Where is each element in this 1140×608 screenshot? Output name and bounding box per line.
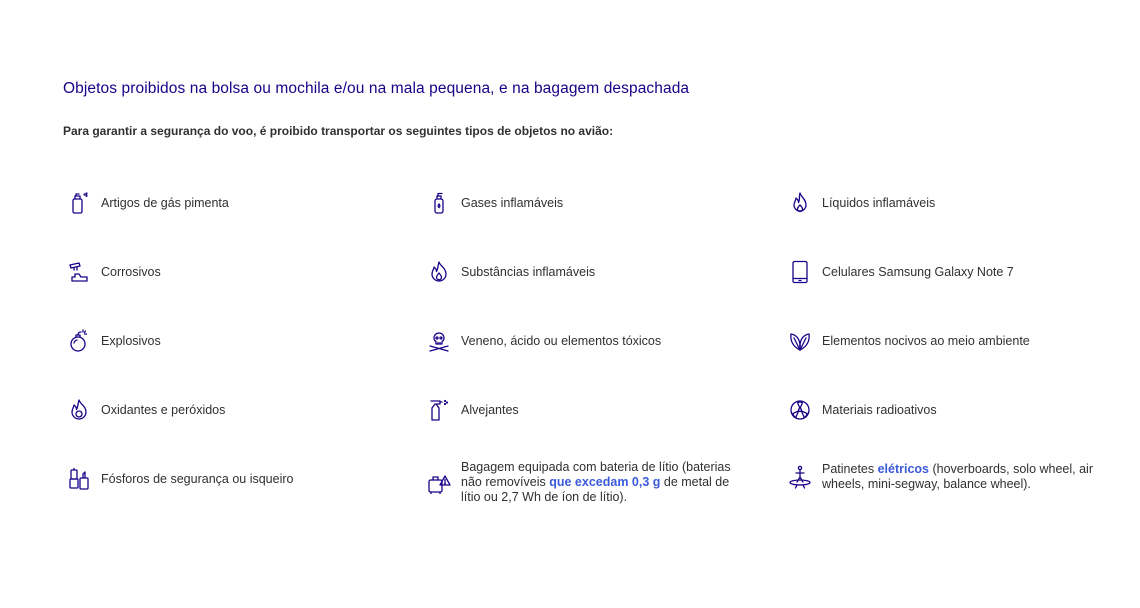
label-highlight: elétricos [877,462,930,476]
item-corrosives [66,259,161,285]
item-label: Elementos nocivos ao meio ambiente [822,334,1030,348]
label-part: Patinetes [822,462,878,476]
page-subtitle: Para garantir a segurança do voo, é proibido transportar os seguintes tipos de objetos no avião: [63,124,614,138]
leaf-icon [787,328,813,354]
item-label: Oxidantes e peróxidos [101,403,226,417]
item-label: Corrosivos [101,265,161,279]
item-lithium-luggage [426,460,751,505]
item-electric-scooters [787,462,1097,492]
item-label: Veneno, ácido ou elementos tóxicos [461,334,662,348]
item-label: Substâncias inflamáveis [461,265,596,279]
corrosive-icon [66,259,92,285]
item-label: Celulares Samsung Galaxy Note 7 [822,265,1014,279]
label-part: de metal de lítio ou 2,7 Wh de íon de lítio). [461,475,730,504]
item-poison [426,328,661,354]
item-flammable-substances [426,259,595,285]
pepper-spray-icon [66,190,92,216]
scooter-person-icon [787,464,813,490]
item-label: Explosivos [101,334,161,348]
item-bleach [426,397,519,423]
item-label: Gases inflamáveis [461,196,564,210]
bomb-icon [66,328,92,354]
flame-drop-icon [426,259,452,285]
skull-crossbones-icon [426,328,452,354]
item-label: Artigos de gás pimenta [101,196,229,210]
oxidizer-icon [66,397,92,423]
label-highlight: que excedam 0,3 g [549,475,661,489]
item-label: Líquidos inflamáveis [822,196,936,210]
radioactive-icon [787,397,813,423]
label-part: Bagagem equipada com bateria de lítio (baterias não removíveis [461,460,731,489]
gas-cylinder-icon [426,190,452,216]
flame-icon [787,190,813,216]
item-matches-lighter [66,466,293,492]
item-flammable-gases [426,190,563,216]
item-radioactive [787,397,937,423]
matches-lighter-icon [66,466,92,492]
item-explosives [66,328,161,354]
page-title: Objetos proibidos na bolsa ou mochila e/ou na mala pequena, e na bagagem despachada [63,80,690,97]
label-part: (hoverboards, solo wheel, air wheels, mini-segway, balance wheel). [822,462,1093,491]
item-label [461,460,751,505]
item-label: Alvejantes [461,403,519,417]
item-label: Fósforos de segurança ou isqueiro [101,472,294,486]
spray-bottle-icon [426,397,452,423]
item-pepper-spray [66,190,229,216]
item-label [822,462,1097,492]
item-galaxy-note-7 [787,259,1014,285]
luggage-battery-warning-icon [426,470,452,496]
item-flammable-liquids [787,190,935,216]
item-environmental-hazards [787,328,1030,354]
item-label: Materiais radioativos [822,403,937,417]
item-oxidizers [66,397,225,423]
phone-icon [787,259,813,285]
